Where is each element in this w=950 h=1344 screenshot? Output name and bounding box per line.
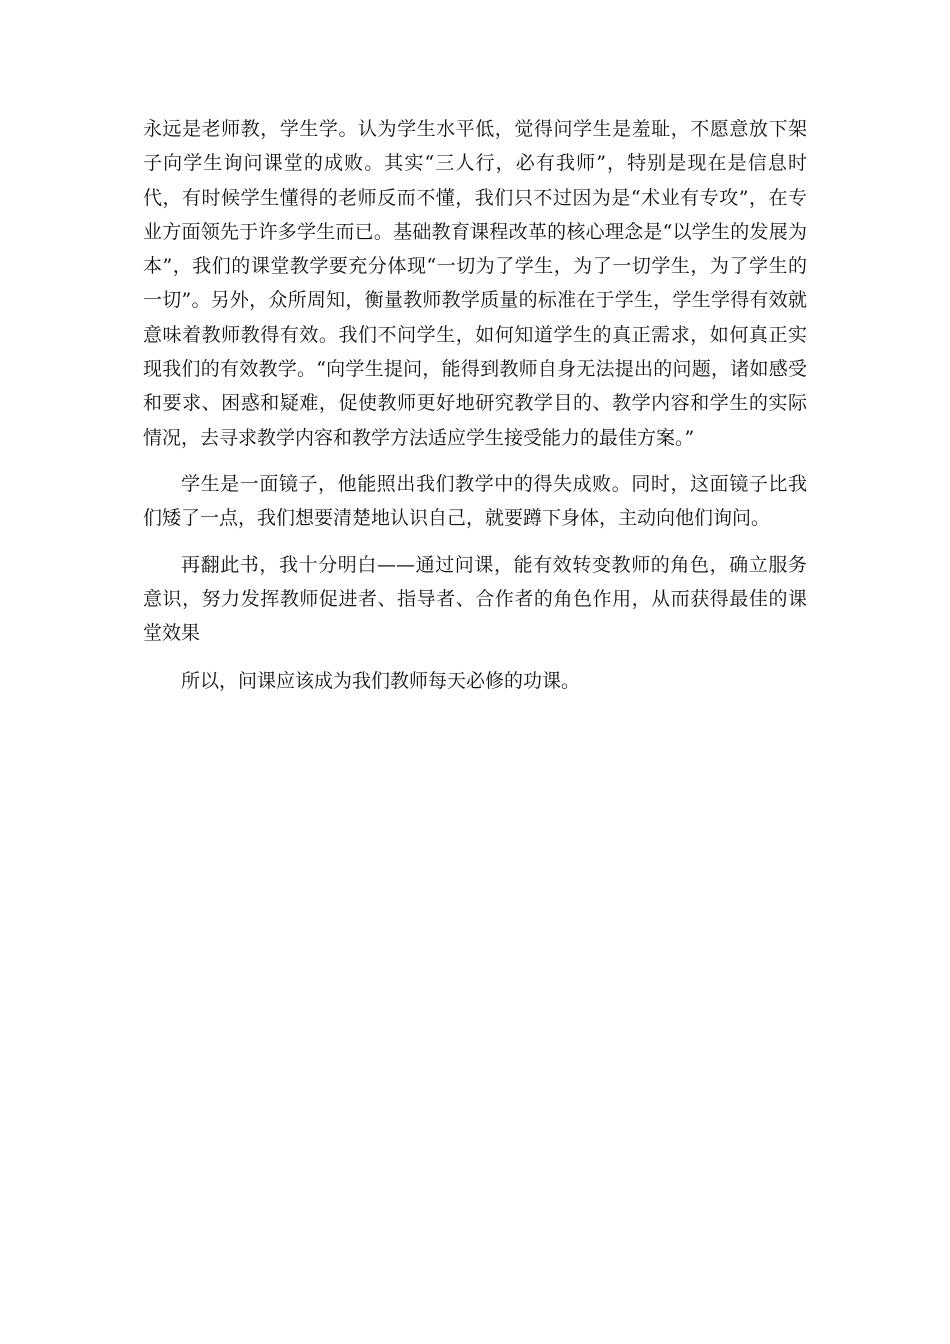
paragraph-2: 学生是一面镜子，他能照出我们教学中的得失成败。同时，这面镜子比我们矮了一点，我们想要清楚地认识自己，就要蹲下身体，主动向他们询问。 — [143, 472, 807, 530]
document-body — [143, 112, 807, 699]
paragraph-3: 再翻此书，我十分明白——通过问课，能有效转变教师的角色，确立服务意识，努力发挥教师促进者、指导者、合作者的角色作用，从而获得最佳的课堂效果 — [143, 553, 807, 645]
paragraph-1: 永远是老师教，学生学。认为学生水平低，觉得问学生是羞耻，不愿意放下架子向学生询问课堂的成败。其实“三人行，必有我师”，特别是现在是信息时代，有时候学生懂得的老师反而不懂，我们只不过因为是“术业有专攻”，在专业方面领先于许多学生而已。基础教育课程改革的核心理念是“以学生的发展为本”，我们的课堂教学要充分体现“一切为了学生，为了一切学生，为了学生的一切”。另外，众所周知，衡量教师教学质量的标准在于学生，学生学得有效就意味着教师教得有效。我们不问学生，如何知道学生的真正需求，如何真正实现我们的有效教学。“向学生提问，能得到教师自身无法提出的问题，诸如感受和要求、困惑和疑难，促使教师更好地研究教学目的、教学内容和学生的实际情况，去寻求教学内容和教学方法适应学生接受能力的最佳方案。” — [143, 118, 807, 449]
paragraph-4: 所以，问课应该成为我们教师每天必修的功课。 — [181, 670, 581, 693]
